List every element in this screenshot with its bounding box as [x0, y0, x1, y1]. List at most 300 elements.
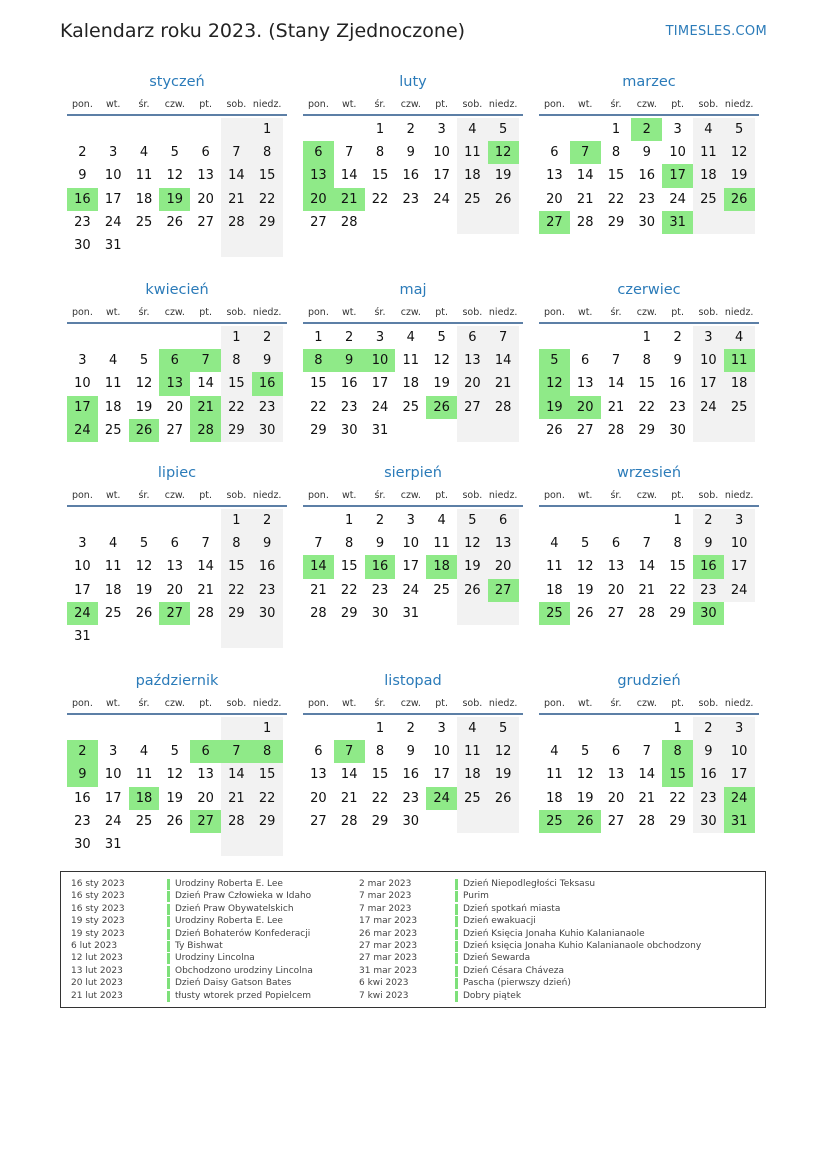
- empty-cell: [570, 717, 601, 740]
- day-cell: 21: [197, 582, 214, 598]
- day-cell: 15: [252, 763, 283, 786]
- month-name: marzec: [622, 74, 676, 90]
- weekday-label: wt.: [341, 698, 357, 709]
- day-cell: 5: [488, 118, 519, 141]
- day-cell: 16: [340, 376, 358, 392]
- legend-date: 19 sty 2023: [71, 928, 125, 939]
- day-cell: 2: [252, 326, 283, 349]
- day-cell: 4: [457, 717, 488, 740]
- day-cell: 30: [74, 836, 91, 852]
- day-cell: 6: [611, 536, 621, 552]
- day-cell: 18: [135, 191, 153, 207]
- empty-cell: [426, 211, 457, 234]
- day-cell: 22: [371, 790, 389, 806]
- legend-holiday-name: Dzień Księcia Jonaha Kuhio Kalanianaole: [463, 928, 645, 939]
- day-cell: 30: [669, 422, 686, 438]
- empty-cell: [539, 118, 570, 141]
- day-cell: 19: [488, 763, 519, 786]
- weekday-label: niedz.: [724, 490, 754, 501]
- day-cell: 17: [433, 767, 450, 783]
- empty-cell: [67, 118, 98, 141]
- empty-cell: [159, 625, 190, 648]
- empty-cell: [457, 211, 488, 234]
- weekday-header: [67, 697, 287, 715]
- day-cell: 10: [433, 145, 450, 161]
- legend-date: 17 mar 2023: [359, 916, 418, 927]
- day-cell: 17: [104, 191, 122, 207]
- legend-holiday-name: Dzień ewakuacji: [463, 916, 536, 927]
- day-cell: 12: [488, 740, 519, 763]
- day-cell: 23: [693, 579, 724, 602]
- empty-cell: [67, 326, 98, 349]
- day-cell: 5: [488, 717, 519, 740]
- day-cell: 6: [170, 536, 179, 552]
- weekday-header: [67, 489, 287, 507]
- day-cell: 22: [371, 191, 389, 207]
- day-cell: 8: [375, 744, 385, 760]
- day-cell: 18: [724, 372, 755, 395]
- weekday-label: niedz.: [252, 490, 282, 501]
- weekday-label: pon.: [71, 490, 93, 501]
- empty-cell: [98, 717, 129, 740]
- day-cell: 4: [139, 145, 149, 161]
- weekday-label: sob.: [226, 307, 247, 318]
- holiday-day-cell: 8: [662, 740, 693, 763]
- day-cell: 15: [607, 168, 625, 184]
- holiday-day-cell: 27: [159, 602, 190, 625]
- day-cell: 24: [669, 191, 686, 207]
- day-cell: 6: [457, 326, 488, 349]
- month-block: [303, 463, 523, 625]
- day-cell: 12: [576, 559, 594, 575]
- day-cell: 13: [576, 376, 594, 392]
- day-cell: 15: [310, 376, 327, 392]
- day-cell: 14: [607, 376, 625, 392]
- day-cell: 15: [371, 767, 389, 783]
- weekday-header: [303, 697, 523, 715]
- empty-cell: [426, 810, 457, 833]
- day-cell: 8: [642, 353, 651, 369]
- day-cell: 29: [252, 810, 283, 833]
- day-cell: 25: [693, 188, 724, 211]
- weekday-label: sob.: [462, 99, 483, 110]
- weekday-label: sob.: [462, 307, 483, 318]
- day-cell: 20: [607, 790, 625, 806]
- empty-cell: [159, 509, 190, 532]
- day-cell: 28: [221, 810, 252, 833]
- day-cell: 19: [135, 582, 153, 598]
- day-cell: 26: [135, 605, 153, 621]
- day-cell: 7: [642, 536, 651, 552]
- legend-holiday-name: Dzień księcia Jonaha Kuhio Kalanianaole obchodzony: [463, 940, 702, 951]
- day-cell: 5: [139, 353, 149, 369]
- holiday-day-cell: 7: [570, 141, 601, 164]
- day-cell: 25: [724, 396, 755, 419]
- day-cell: 26: [457, 579, 488, 602]
- weekday-label: pon.: [71, 307, 93, 318]
- holiday-day-cell: 19: [159, 188, 190, 211]
- day-cell: 1: [221, 326, 252, 349]
- empty-cell: [129, 833, 160, 856]
- day-cell: 3: [406, 513, 415, 528]
- day-cell: 22: [669, 582, 686, 598]
- holiday-day-cell: 13: [159, 372, 190, 395]
- day-cell: 26: [546, 422, 563, 438]
- day-cell: 25: [104, 605, 122, 621]
- day-cell: 25: [135, 813, 153, 829]
- legend-row: [359, 915, 723, 927]
- weekday-label: niedz.: [488, 307, 518, 318]
- weekday-label: wt.: [577, 490, 593, 501]
- day-cell: 18: [457, 763, 488, 786]
- day-cell: 28: [197, 605, 214, 621]
- day-cell: 14: [340, 168, 358, 184]
- empty-cell: [570, 118, 601, 141]
- day-cell: 3: [78, 536, 87, 552]
- empty-cell: [129, 625, 160, 648]
- day-cell: 28: [340, 214, 358, 230]
- empty-cell: [303, 118, 334, 141]
- holiday-day-cell: 2: [67, 740, 98, 763]
- day-cell: 22: [607, 191, 625, 207]
- legend-marker: [455, 941, 458, 952]
- day-cell: 7: [488, 326, 519, 349]
- holiday-day-cell: 21: [190, 396, 221, 419]
- weekday-label: pt.: [671, 99, 684, 110]
- day-cell: 1: [642, 330, 651, 345]
- legend-date: 12 lut 2023: [71, 953, 123, 964]
- month-block: [303, 72, 523, 234]
- holiday-day-cell: 24: [67, 602, 98, 625]
- day-cell: 30: [252, 419, 283, 442]
- day-cell: 14: [638, 559, 656, 575]
- legend-holiday-name: Dobry piątek: [463, 990, 522, 1001]
- day-cell: 22: [340, 582, 358, 598]
- empty-cell: [724, 211, 755, 234]
- month-name: czerwiec: [617, 282, 681, 298]
- empty-cell: [252, 234, 283, 257]
- day-cell: 23: [693, 787, 724, 810]
- weekday-label: niedz.: [488, 490, 518, 501]
- day-cell: 4: [109, 536, 118, 552]
- weekday-label: wt.: [105, 99, 121, 110]
- day-cell: 22: [638, 399, 656, 415]
- legend-date: 27 mar 2023: [359, 953, 418, 964]
- holiday-day-cell: 9: [67, 763, 98, 786]
- day-cell: 6: [201, 145, 210, 161]
- empty-cell: [724, 419, 755, 442]
- day-cell: 19: [433, 376, 450, 392]
- day-cell: 15: [638, 376, 656, 392]
- weekday-label: wt.: [341, 99, 357, 110]
- day-cell: 30: [371, 605, 389, 621]
- weekday-header: [67, 98, 287, 116]
- day-cell: 7: [611, 353, 621, 369]
- day-cell: 20: [607, 582, 625, 598]
- day-cell: 9: [673, 353, 682, 369]
- day-cell: 20: [488, 555, 519, 578]
- day-cell: 3: [693, 326, 724, 349]
- weekday-label: sob.: [226, 99, 247, 110]
- weekday-label: sob.: [698, 698, 719, 709]
- day-grid: [67, 509, 283, 648]
- holiday-day-cell: 30: [693, 602, 724, 625]
- day-cell: 10: [693, 349, 724, 372]
- day-cell: 14: [197, 559, 214, 575]
- empty-cell: [693, 211, 724, 234]
- legend-date: 21 lut 2023: [71, 990, 123, 1001]
- month-block: [539, 463, 759, 625]
- day-cell: 19: [166, 790, 184, 806]
- day-cell: 5: [170, 744, 179, 760]
- day-cell: 28: [488, 396, 519, 419]
- day-cell: 30: [638, 214, 656, 230]
- empty-cell: [221, 234, 252, 257]
- day-cell: 17: [74, 582, 91, 598]
- weekday-label: pt.: [435, 698, 448, 709]
- day-cell: 17: [724, 555, 755, 578]
- day-cell: 22: [252, 188, 283, 211]
- day-cell: 1: [252, 717, 283, 740]
- day-cell: 9: [252, 349, 283, 372]
- empty-cell: [334, 717, 365, 740]
- day-cell: 5: [437, 330, 446, 345]
- empty-cell: [98, 326, 129, 349]
- day-cell: 5: [581, 744, 590, 760]
- empty-cell: [539, 717, 570, 740]
- empty-cell: [488, 419, 519, 442]
- weekday-label: pon.: [543, 698, 565, 709]
- day-cell: 1: [252, 118, 283, 141]
- legend-holiday-name: Dzień Daisy Gatson Bates: [175, 978, 292, 989]
- day-cell: 21: [340, 790, 358, 806]
- day-cell: 4: [724, 326, 755, 349]
- legend-marker: [167, 953, 170, 964]
- day-cell: 10: [433, 744, 450, 760]
- day-cell: 10: [402, 536, 420, 552]
- empty-cell: [601, 717, 632, 740]
- day-cell: 12: [457, 532, 488, 555]
- holiday-day-cell: 25: [539, 810, 570, 833]
- day-cell: 2: [375, 513, 385, 528]
- holiday-day-cell: 2: [631, 118, 662, 141]
- day-cell: 2: [673, 330, 682, 345]
- day-cell: 17: [104, 790, 122, 806]
- empty-cell: [67, 717, 98, 740]
- day-cell: 3: [109, 145, 118, 161]
- day-cell: 1: [673, 721, 682, 736]
- month-block: [67, 671, 287, 856]
- day-cell: 10: [74, 376, 91, 392]
- legend-date: 6 kwi 2023: [359, 978, 409, 989]
- weekday-label: pt.: [199, 99, 212, 110]
- day-grid: [67, 326, 283, 442]
- empty-cell: [221, 625, 252, 648]
- day-cell: 3: [375, 330, 385, 345]
- day-cell: 8: [673, 536, 682, 552]
- day-cell: 1: [375, 122, 385, 137]
- weekday-label: pt.: [199, 698, 212, 709]
- day-cell: 19: [135, 399, 153, 415]
- day-cell: 16: [402, 168, 420, 184]
- month-name: kwiecień: [145, 282, 209, 298]
- day-cell: 5: [139, 536, 149, 552]
- empty-cell: [190, 625, 221, 648]
- day-cell: 18: [457, 164, 488, 187]
- weekday-label: pon.: [71, 99, 93, 110]
- day-cell: 11: [135, 767, 153, 783]
- day-cell: 4: [550, 744, 559, 760]
- day-cell: 26: [488, 787, 519, 810]
- holiday-day-cell: 12: [488, 141, 519, 164]
- day-cell: 14: [638, 767, 656, 783]
- weekday-header: [539, 306, 759, 324]
- day-cell: 24: [371, 399, 389, 415]
- day-cell: 10: [724, 532, 755, 555]
- day-grid: [303, 509, 519, 625]
- empty-cell: [129, 234, 160, 257]
- day-grid: [303, 118, 519, 234]
- day-cell: 12: [135, 376, 153, 392]
- month-block: [67, 463, 287, 648]
- weekday-label: śr.: [374, 698, 386, 709]
- day-cell: 28: [638, 605, 656, 621]
- day-cell: 17: [693, 372, 724, 395]
- day-cell: 19: [724, 164, 755, 187]
- holiday-day-cell: 7: [334, 740, 365, 763]
- day-cell: 25: [457, 188, 488, 211]
- day-cell: 2: [693, 509, 724, 532]
- month-block: [539, 280, 759, 442]
- day-cell: 4: [437, 513, 446, 528]
- day-cell: 23: [252, 396, 283, 419]
- holiday-day-cell: 26: [570, 810, 601, 833]
- legend-holiday-name: Obchodzono urodziny Lincolna: [175, 965, 313, 976]
- day-cell: 23: [74, 813, 91, 829]
- legend-column-right: [359, 878, 723, 1002]
- legend-holiday-name: Dzień spotkań miasta: [463, 903, 561, 914]
- day-cell: 18: [104, 582, 122, 598]
- empty-cell: [395, 211, 426, 234]
- day-cell: 21: [576, 191, 594, 207]
- empty-cell: [190, 234, 221, 257]
- day-cell: 11: [457, 740, 488, 763]
- day-cell: 24: [402, 582, 420, 598]
- weekday-label: czw.: [636, 307, 657, 318]
- day-cell: 29: [371, 813, 389, 829]
- month-block: [67, 280, 287, 442]
- holiday-day-cell: 13: [303, 164, 334, 187]
- day-cell: 1: [375, 721, 385, 736]
- legend-marker: [455, 978, 458, 989]
- month-block: [539, 671, 759, 833]
- weekday-label: czw.: [636, 99, 657, 110]
- weekday-header: [67, 306, 287, 324]
- day-cell: 27: [607, 813, 625, 829]
- weekday-label: wt.: [577, 99, 593, 110]
- legend-date: 7 kwi 2023: [359, 990, 409, 1001]
- weekday-label: czw.: [636, 490, 657, 501]
- legend-marker: [455, 953, 458, 964]
- empty-cell: [601, 326, 632, 349]
- day-cell: 26: [166, 214, 184, 230]
- day-cell: 21: [310, 582, 327, 598]
- legend-date: 13 lut 2023: [71, 965, 123, 976]
- day-cell: 6: [581, 353, 590, 369]
- holiday-day-cell: 28: [190, 419, 221, 442]
- day-cell: 12: [724, 141, 755, 164]
- day-cell: 15: [371, 168, 389, 184]
- day-cell: 29: [252, 211, 283, 234]
- day-cell: 24: [724, 579, 755, 602]
- weekday-label: czw.: [164, 307, 185, 318]
- legend-row: [359, 903, 723, 915]
- day-cell: 9: [642, 145, 651, 161]
- day-cell: 29: [221, 602, 252, 625]
- weekday-label: pon.: [307, 99, 329, 110]
- day-cell: 10: [724, 740, 755, 763]
- day-cell: 4: [457, 118, 488, 141]
- day-cell: 16: [669, 376, 686, 392]
- day-cell: 6: [314, 744, 323, 760]
- empty-cell: [98, 625, 129, 648]
- day-cell: 5: [170, 145, 179, 161]
- legend-marker: [167, 929, 170, 940]
- legend-marker: [167, 978, 170, 989]
- day-cell: 1: [673, 513, 682, 528]
- weekday-label: czw.: [400, 307, 421, 318]
- legend-marker: [455, 966, 458, 977]
- day-cell: 30: [402, 813, 420, 829]
- day-cell: 12: [166, 168, 184, 184]
- day-cell: 11: [457, 141, 488, 164]
- day-cell: 11: [104, 559, 122, 575]
- day-cell: 23: [340, 399, 358, 415]
- holiday-day-cell: 11: [724, 349, 755, 372]
- day-cell: 26: [166, 813, 184, 829]
- legend-marker: [167, 966, 170, 977]
- day-cell: 7: [221, 141, 252, 164]
- legend-date: 16 sty 2023: [71, 903, 125, 914]
- legend-holiday-name: Dzień Bohaterów Konfederacji: [175, 928, 311, 939]
- legend-date: 16 sty 2023: [71, 879, 125, 889]
- day-cell: 15: [221, 555, 252, 578]
- page-title: Kalendarz roku 2023. (Stany Zjednoczone): [60, 20, 466, 42]
- day-cell: 9: [406, 744, 415, 760]
- brand-link[interactable]: TIMESLES.COM: [665, 24, 767, 39]
- weekday-label: śr.: [374, 307, 386, 318]
- day-cell: 19: [457, 555, 488, 578]
- legend-holiday-name: Dzień Césara Cháveza: [463, 965, 564, 976]
- holiday-day-cell: 5: [539, 349, 570, 372]
- weekday-label: śr.: [610, 490, 622, 501]
- weekday-label: niedz.: [724, 698, 754, 709]
- legend-holiday-name: Ty Bishwat: [175, 940, 223, 951]
- empty-cell: [303, 509, 334, 532]
- day-cell: 29: [638, 422, 656, 438]
- day-cell: 7: [345, 145, 354, 161]
- day-cell: 11: [546, 767, 563, 783]
- empty-cell: [488, 810, 519, 833]
- holiday-day-cell: 24: [67, 419, 98, 442]
- day-cell: 11: [693, 141, 724, 164]
- empty-cell: [98, 509, 129, 532]
- day-cell: 13: [197, 168, 214, 184]
- day-cell: 8: [375, 145, 385, 161]
- day-cell: 14: [488, 349, 519, 372]
- day-cell: 12: [135, 559, 153, 575]
- holiday-day-cell: 18: [129, 787, 160, 810]
